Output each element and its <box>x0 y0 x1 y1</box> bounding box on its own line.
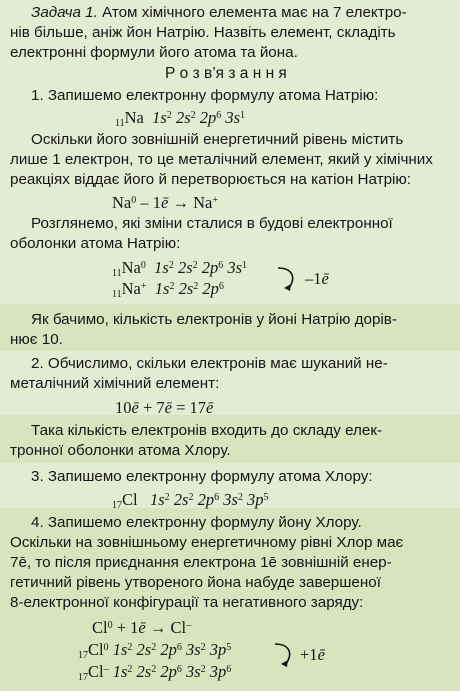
na-electron-change: –1ē <box>305 269 329 288</box>
solution-title: Р о з в’я з а н н я <box>165 65 287 82</box>
electron-sum-equation: 10ē + 7ē = 17ē <box>115 398 214 417</box>
step4-line-5: 8-електронної конфігурації та негативного заряду: <box>10 594 364 611</box>
p5-line-2: тронної оболонки атома Хлору. <box>10 442 231 459</box>
cl-electron-change: +1ē <box>300 645 325 664</box>
p3-line-1: Розглянемо, які зміни сталися в будові електронної <box>31 215 393 232</box>
na-atom-config: $_{11}Na^0$ $1s^2$ $2s^2$ $2p^6$ $3s^1$ <box>112 258 248 279</box>
na-ion-config: $_{11}$Na+ $1s^2$ $2s^2$ $2p^6$ <box>112 279 224 300</box>
cl-formula: $_{17}$Cl $1s^2$ $2s^2$ $2p^6$ $3s^2$ $3p^5$ <box>112 490 269 511</box>
step1-text: 1. Запишемо електронну формулу атома Натрію: <box>31 87 379 104</box>
curved-arrow-icon <box>272 640 298 670</box>
task-line-3: електронні формули його атома та йона. <box>10 44 298 61</box>
na-formula: $_{11}$Na $1s^2$ $2s^2$ $2p^6$ $3s^1$ <box>115 108 246 129</box>
p5-line-1: Така кількість електронів входить до складу елек- <box>31 422 383 439</box>
step3-text: 3. Запишемо електронну формулу атома Хлору: <box>31 468 373 485</box>
p4-line-2: нює 10. <box>10 331 63 348</box>
cl-ion-config: $_{17}$Cl– $1s^2$ $2s^2$ $2p^6$ $3s^2$ $3p^6$ <box>78 662 232 683</box>
step2-line-2: металічний хімічний елемент: <box>10 375 220 392</box>
task-line-1: Задача 1. Атом хімічного елемента має на 7 електро- <box>31 4 407 21</box>
task-line-2: нів більше, аніж йон Натрію. Назвіть елемент, складіть <box>10 24 396 41</box>
step4-line-2: Оскільки на зовнішньому енергетичному рівні Хлор має <box>10 534 404 551</box>
p3-line-2: оболонки атома Натрію: <box>10 235 181 252</box>
cl-atom-config: $_{17}Cl^0$ $1s^2$ $2s^2$ $2p^6$ $3s^2$ $3p^5$ <box>78 640 232 661</box>
na-ion-equation: Na$^0$ – 1ē → Na+ <box>112 193 218 212</box>
curved-arrow-icon <box>275 264 301 294</box>
p2-line-1: Оскільки його зовнішній енергетичний рівень містить <box>31 131 404 148</box>
p2-line-2: лише 1 електрон, то це металічний елемент, який у хімічних <box>10 151 433 168</box>
cl-ion-equation: $Cl^0$ + 1ē → Cl– <box>92 618 192 637</box>
p4-line-1: Як бачимо, кількість електронів у йоні Натрію дорів- <box>31 311 397 328</box>
step2-line-1: 2. Обчислимо, скільки електронів має шуканий не- <box>31 355 388 372</box>
step4-line-3: 7ē, то після приєднання електрона 1ē зовнішній енер- <box>10 554 392 571</box>
step4-line-4: гетичний рівень утвореного йона набуде завершеної <box>10 574 381 591</box>
step4-line-1: 4. Запишемо електронну формулу йону Хлору. <box>31 514 362 531</box>
p2-line-3: реакціях віддає його й перетворюється на катіон Натрію: <box>10 171 412 188</box>
